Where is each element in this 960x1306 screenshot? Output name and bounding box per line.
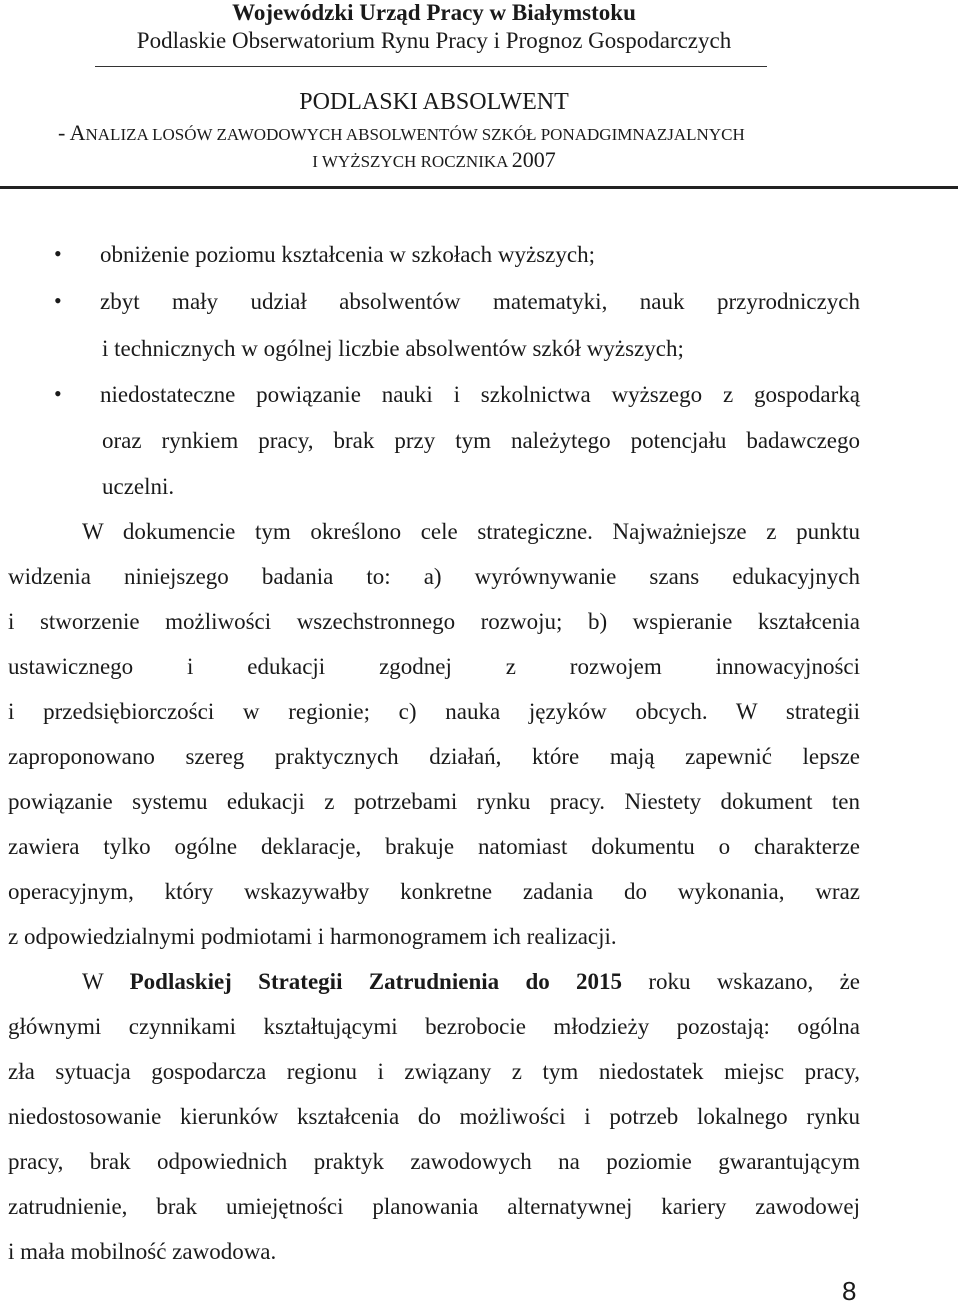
report-year: 2007 <box>511 147 556 172</box>
paragraph-2-line-6: zatrudnienie, brak umiejętności planowania alternatywnej kariery zawodowej <box>8 1194 860 1219</box>
paragraph-1-line-7: powiązanie systemu edukacji z potrzebami rynku pracy. Niestety dokument ten <box>8 789 860 814</box>
paragraph-1-line-5: i przedsiębiorczości w regionie; c) nauka języków obcych. W strategii <box>8 699 860 724</box>
paragraph-1-line-6: zaproponowano szereg praktycznych działań, które mają zapewnić lepsze <box>8 744 860 769</box>
paragraph-1-line-3: i stworzenie możliwości wszechstronnego rozwoju; b) wspieranie kształcenia <box>8 609 860 634</box>
bullet-item-2-line-1: zbyt mały udział absolwentów matematyki, nauk przyrodniczych <box>100 289 860 314</box>
paragraph-1-line-4: ustawicznego i edukacji zgodnej z rozwojem innowacyjności <box>8 654 860 679</box>
report-subtitle-1-rest: NALIZA LOSÓW ZAWODOWYCH ABSOLWENTÓW SZKÓŁ PONADGIMNAZJALNYCH <box>85 125 745 144</box>
bullet-item-1: obniżenie poziomu kształcenia w szkołach wyższych; <box>100 242 595 267</box>
bullet-item-3-line-2: oraz rynkiem pracy, brak przy tym należytego potencjału badawczego <box>102 428 860 453</box>
bullet-item-3-line-3: uczelni. <box>102 474 175 499</box>
header-divider-short <box>95 66 767 67</box>
paragraph-1-line-1: W dokumencie tym określono cele strategiczne. Najważniejsze z punktu <box>82 519 860 544</box>
paragraph-2-line-4: niedostosowanie kierunków kształcenia do możliwości i potrzeb lokalnego rynku <box>8 1104 860 1129</box>
organization-subtitle: Podlaskie Obserwatorium Rynu Pracy i Prognoz Gospodarczych <box>136 28 732 53</box>
strategy-document-title: Podlaskiej Strategii Zatrudnienia do 2015 <box>129 969 623 994</box>
organization-title: Wojewódzki Urząd Pracy w Białymstoku <box>232 0 636 25</box>
bullet-icon: • <box>54 381 62 406</box>
bullet-icon: • <box>54 241 62 266</box>
paragraph-2-lead: W <box>82 969 130 994</box>
paragraph-1-line-2: widzenia niniejszego badania to: a) wyrównywanie szans edukacyjnych <box>8 564 860 589</box>
paragraph-2-line-5: pracy, brak odpowiednich praktyk zawodowych na poziomie gwarantującym <box>8 1149 860 1174</box>
paragraph-1-line-10: z odpowiedzialnymi podmiotami i harmonogramem ich realizacji. <box>8 924 617 949</box>
report-subtitle-1-prefix: - A <box>58 120 86 145</box>
header-divider-long <box>0 186 958 189</box>
paragraph-2-lead-rest: roku wskazano, że <box>622 969 860 994</box>
report-subtitle-2-prefix: I WYŻSZYCH ROCZNIKA <box>312 152 512 171</box>
paragraph-2-line-1 <box>82 968 860 996</box>
report-title: PODLASKI ABSOLWENT <box>299 89 569 115</box>
paragraph-1-line-9: operacyjnym, który wskazywałby konkretne zadania do wykonania, wraz <box>8 879 860 904</box>
report-subtitle-line-1 <box>58 120 745 145</box>
paragraph-2-line-7: i mała mobilność zawodowa. <box>8 1239 277 1264</box>
report-subtitle-line-2 <box>0 147 914 172</box>
page-number: 8 <box>842 1276 857 1306</box>
bullet-item-2-line-2: i technicznych w ogólnej liczbie absolwentów szkół wyższych; <box>102 336 684 361</box>
paragraph-1-line-8: zawiera tylko ogólne deklaracje, brakuje natomiast dokumentu o charakterze <box>8 834 860 859</box>
bullet-item-3-line-1: niedostateczne powiązanie nauki i szkolnictwa wyższego z gospodarką <box>100 382 860 407</box>
paragraph-2-line-2: głównymi czynnikami kształtującymi bezrobocie młodzieży pozostają: ogólna <box>8 1014 860 1039</box>
paragraph-2-line-3: zła sytuacja gospodarcza regionu i związany z tym niedostatek miejsc pracy, <box>8 1059 860 1084</box>
bullet-icon: • <box>54 288 62 313</box>
